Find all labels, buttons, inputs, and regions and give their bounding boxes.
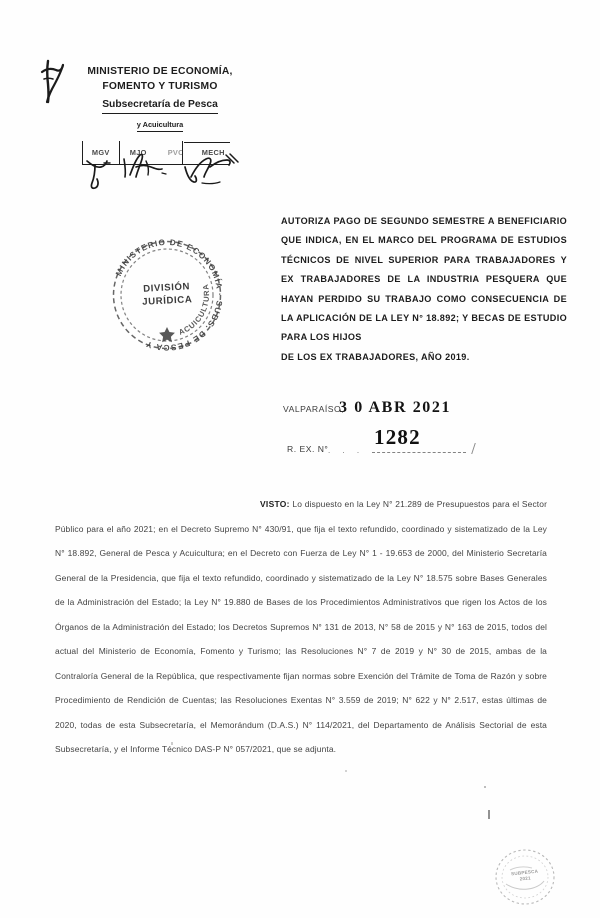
subject-block [281,212,567,367]
visa-cell-3 [157,141,195,189]
ministry-line-4: y Acuicultura [137,118,184,132]
svg-text:ACUICULTURA: ACUICULTURA [177,282,212,337]
ministry-header [70,64,250,132]
visa-initials-3: PVC [167,148,184,157]
visa-cell-4 [195,141,233,189]
resolution-number-value: 1282 [374,425,421,449]
svg-text:MINISTERIO DE ECONOMÍA · SUBS.: MINISTERIO DE ECONOMÍA · SUBS. DE PESCA Y [114,237,225,353]
visto-intro: Lo dispuesto en la Ley N° 21.289 de [289,499,435,509]
subject-paragraph-2: DE LOS EX TRABAJADORES, AÑO 2019. [281,351,470,362]
visa-initials-1: MGV [91,148,110,157]
stamp-juridica-core [141,281,192,309]
stamp-bottom-line-2: 2021 [519,875,532,882]
stamp-bottom-core [511,868,539,883]
stamp-bottom-line-1: SUBPESCA [510,868,539,877]
visa-initials-2: MJO [129,148,147,157]
ministry-line-2: FOMENTO Y TURISMO [102,81,218,92]
scan-artifact-1 [488,810,490,819]
resolution-number-slash [464,443,476,454]
handwritten-initial-mark [38,58,70,104]
visa-cell-1 [82,141,120,189]
stamp-juridica-line-1: DIVISIÓN [142,281,191,295]
scan-artifact-2 [484,786,486,788]
scan-artifact-4 [345,770,347,772]
issue-place: VALPARAÍSO, [283,404,345,414]
scan-artifact-3 [171,742,173,745]
stamp-division-juridica [106,234,228,356]
visa-initials-4: MECH [201,148,225,157]
stamp-bottom-right [492,846,558,908]
ministry-line-3: Subsecretaría de Pesca [102,97,218,114]
issue-date-stamp: 3 0 ABR 2021 [339,399,452,416]
body-paragraph: Presupuestos para el Sector Público para el año 2021; en el Decreto Supremo N° 430/91, que fija el texto refundido, coordinado y sistematizado de la Ley N° 18.892, General de Pesca y Acuicultura; en el Decreto con Fuerza de Ley N° 1 - 19.653 de 2000, del Ministerio Secretaría General de la Presidencia, que fija el texto refundido, coordinado y sistematizado de la Ley N° 18.575 sobre Bases Generales de la Administración del Estado; la Ley N° 19.880 de Bases de los Procedimientos Administrativos que rigen los Actos de los Órganos de la Administración del Estado; los Decretos Supremos N° 131 de 2013, N° 58 de 2015 y N° 163 de 2015, todos del actual del Ministerio de Economía, Fomento y Turismo; las Resoluciones N° 7 de 2019 y N° 30 de 2015, ambas de la Contraloría General de la República, que respectivamente fijan normas sobre Exención del Trámite de Toma de Razón y sobre Procedimiento de Rendición de Cuentas; las Resoluciones Exentas N° 3.559 de 2019; N° 622 y N° 2.517, estas últimas de 2020, todas de esta Subsecretaría, el Memorándum (D.A.S.) N° 114/2021, del Departamento de Análisis Sectorial de esta Subsecretaría, y el Informe Técnico DAS-P N° 057/2021, que se adjunta. [55,499,547,754]
resolution-number-dots: . . . [328,446,365,455]
visto-label: VISTO: [260,499,290,509]
body-text [55,492,547,762]
resolution-number-label: R. EX. N° [287,444,329,454]
ministry-line-1: MINISTERIO DE ECONOMÍA, [87,66,233,77]
visa-initials-box [82,141,232,189]
subject-paragraph-1: AUTORIZA PAGO DE SEGUNDO SEMESTRE A BENEFICIARIO QUE INDICA, EN EL MARCO DEL PROGRAMA DE ESTUDIOS TÉCNICOS DE NIVEL SUPERIOR PARA TRABAJADORES Y EX TRABAJADORES DE LA INDUSTRIA PESQUERA QUE HAYAN PERDIDO SU TRABAJO COMO CONSECUENCIA DE LA APLICACIÓN DE LA LEY N° 18.892; Y BECAS DE ESTUDIO PARA LOS HIJOS [281,216,567,343]
visa-cell-2 [120,141,158,189]
stamp-juridica-line-2: JURÍDICA [141,293,193,308]
resolution-number-underline [372,452,466,453]
